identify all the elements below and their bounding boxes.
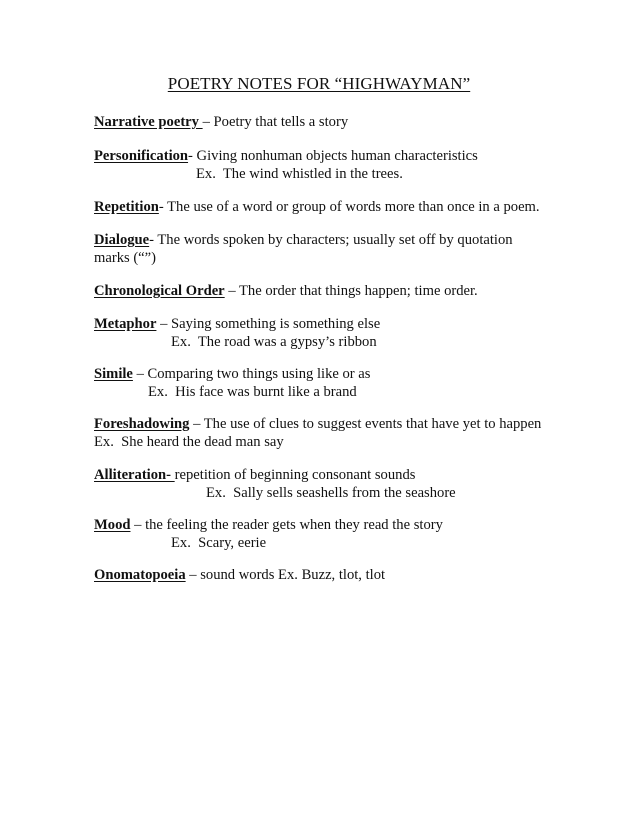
term-definition: – sound words Ex. Buzz, tlot, tlot: [185, 567, 386, 583]
term-definition: – The use of clues to suggest events that have yet to happen: [189, 416, 542, 432]
term-label: Repetition: [94, 199, 159, 215]
term-label: Alliteration-: [94, 467, 175, 483]
term-label: Onomatopoeia: [94, 567, 186, 583]
term-example: Ex. The road was a gypsy’s ribbon: [171, 333, 377, 350]
entry-repetition: [94, 199, 574, 217]
entry-metaphor: [94, 316, 564, 351]
term-label: Dialogue: [94, 232, 150, 248]
entry-narrative-poetry: [94, 114, 564, 132]
entry-dialogue: [94, 232, 534, 267]
term-label: Foreshadowing: [94, 416, 190, 432]
term-example: Ex. His face was burnt like a brand: [148, 383, 357, 400]
term-definition: - The words spoken by characters; usually set off by quotation marks (“”): [94, 232, 513, 266]
term-label: Personification: [94, 148, 189, 164]
entry-chronological-order: [94, 283, 564, 301]
term-example: Ex. Scary, eerie: [171, 534, 267, 551]
term-label: Simile: [94, 366, 133, 382]
entry-simile: [94, 366, 564, 401]
term-definition: - The use of a word or group of words more than once in a poem.: [158, 199, 540, 215]
term-label: Metaphor: [94, 316, 157, 332]
term-definition: – Poetry that tells a story: [202, 114, 349, 130]
page-title: POETRY NOTES FOR “HIGHWAYMAN”: [167, 74, 471, 93]
term-definition: – The order that things happen; time order.: [224, 283, 478, 299]
entry-foreshadowing: [94, 416, 564, 451]
term-definition: – Comparing two things using like or as: [132, 366, 371, 382]
term-label: Chronological Order: [94, 283, 225, 299]
term-definition: repetition of beginning consonant sounds: [174, 467, 416, 483]
term-definition: – Saying something is something else: [156, 316, 381, 332]
term-definition: – the feeling the reader gets when they read the story: [130, 517, 443, 533]
term-example: Ex. She heard the dead man say: [94, 433, 284, 450]
entry-onomatopoeia: [94, 567, 564, 585]
entry-personification: [94, 148, 564, 183]
term-label: Narrative poetry: [94, 114, 203, 130]
term-example: Ex. The wind whistled in the trees.: [196, 165, 403, 182]
term-example: Ex. Sally sells seashells from the seashore: [206, 484, 456, 501]
term-definition: - Giving nonhuman objects human characteristics: [188, 148, 478, 164]
entry-alliteration: [94, 467, 564, 502]
term-label: Mood: [94, 517, 131, 533]
entry-mood: [94, 517, 564, 552]
